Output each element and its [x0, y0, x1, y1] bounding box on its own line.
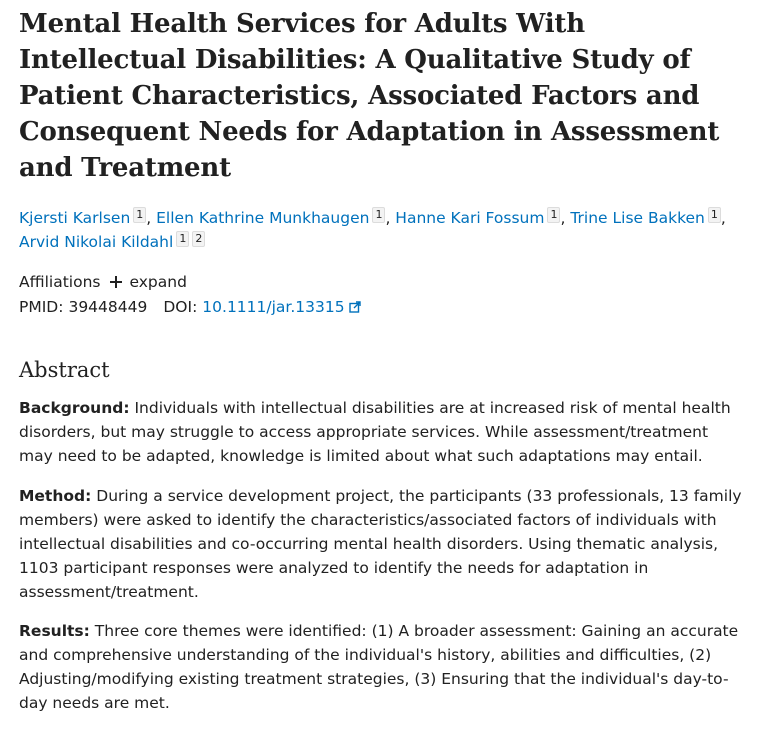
- author-link[interactable]: Arvid Nikolai Kildahl: [19, 233, 174, 251]
- abstract-results: [19, 619, 744, 715]
- abstract-background: [19, 396, 744, 468]
- identifiers-row: [19, 296, 754, 318]
- pmid-value: 39448449: [68, 298, 148, 316]
- affiliations-expand-button[interactable]: [108, 271, 186, 293]
- abstract-heading: Abstract: [19, 358, 110, 382]
- doi-link[interactable]: [202, 296, 360, 318]
- pmid-label: PMID:: [19, 298, 64, 316]
- author-link[interactable]: Trine Lise Bakken: [570, 209, 705, 227]
- external-link-icon: [349, 301, 361, 313]
- affiliations-label: Affiliations: [19, 273, 101, 291]
- author-list: [19, 206, 754, 254]
- expand-label: expand: [129, 273, 187, 291]
- author-link[interactable]: Hanne Kari Fossum: [395, 209, 545, 227]
- article-title: Mental Health Services for Adults With Intellectual Disabilities: A Qualitative Study of Patient Characteristics, Associated Factors and Consequent Needs for Adaptation in Assessment and Treatment: [19, 9, 720, 183]
- affiliation-ref[interactable]: 1: [133, 207, 146, 223]
- author-separator: ,: [146, 209, 157, 227]
- section-label: Method:: [19, 486, 92, 505]
- doi-label: DOI:: [163, 298, 198, 316]
- plus-icon: [108, 274, 124, 290]
- author-separator: ,: [720, 209, 726, 227]
- author-separator: ,: [385, 209, 396, 227]
- author-link[interactable]: Ellen Kathrine Munkhaugen: [156, 209, 370, 227]
- affiliation-ref[interactable]: 1: [176, 231, 189, 247]
- section-label: Background:: [19, 399, 130, 417]
- article-page: [19, 6, 754, 731]
- author-separator: ,: [560, 209, 571, 227]
- author-link[interactable]: Kjersti Karlsen: [19, 209, 131, 227]
- affiliation-ref[interactable]: 1: [547, 207, 560, 223]
- affiliation-ref[interactable]: 1: [372, 207, 385, 223]
- section-text: During a service development project, the participants (33 professionals, 13 family members) were asked to identify the characteristics/associated factors of individuals with intellectual disabilities and co-occurring mental health disorders. Using thematic analysis, 1103 participant responses were analyzed to identify the needs for adaptation in assessment/treatment.: [19, 486, 742, 601]
- section-text: Individuals with intellectual disabilities are at increased risk of mental health disorders, but may struggle to access appropriate services. While assessment/treatment may need to be adapted, knowledge is limited about what such adaptations may entail.: [19, 399, 731, 465]
- doi-value: 10.1111/jar.13315: [202, 298, 345, 316]
- abstract-method: [19, 484, 744, 604]
- section-label: Results:: [19, 622, 90, 640]
- section-text: Three core themes were identified: (1) A broader assessment: Gaining an accurate and comprehensive understanding of the individual's history, abilities and difficulties, (2) Adjusting/modifying existing treatment strategies, (3) Ensuring that the individual's day-to-day needs are met.: [19, 622, 739, 712]
- affiliation-ref[interactable]: 2: [192, 231, 205, 247]
- affiliations-row: [19, 271, 754, 293]
- affiliation-ref[interactable]: 1: [708, 207, 721, 223]
